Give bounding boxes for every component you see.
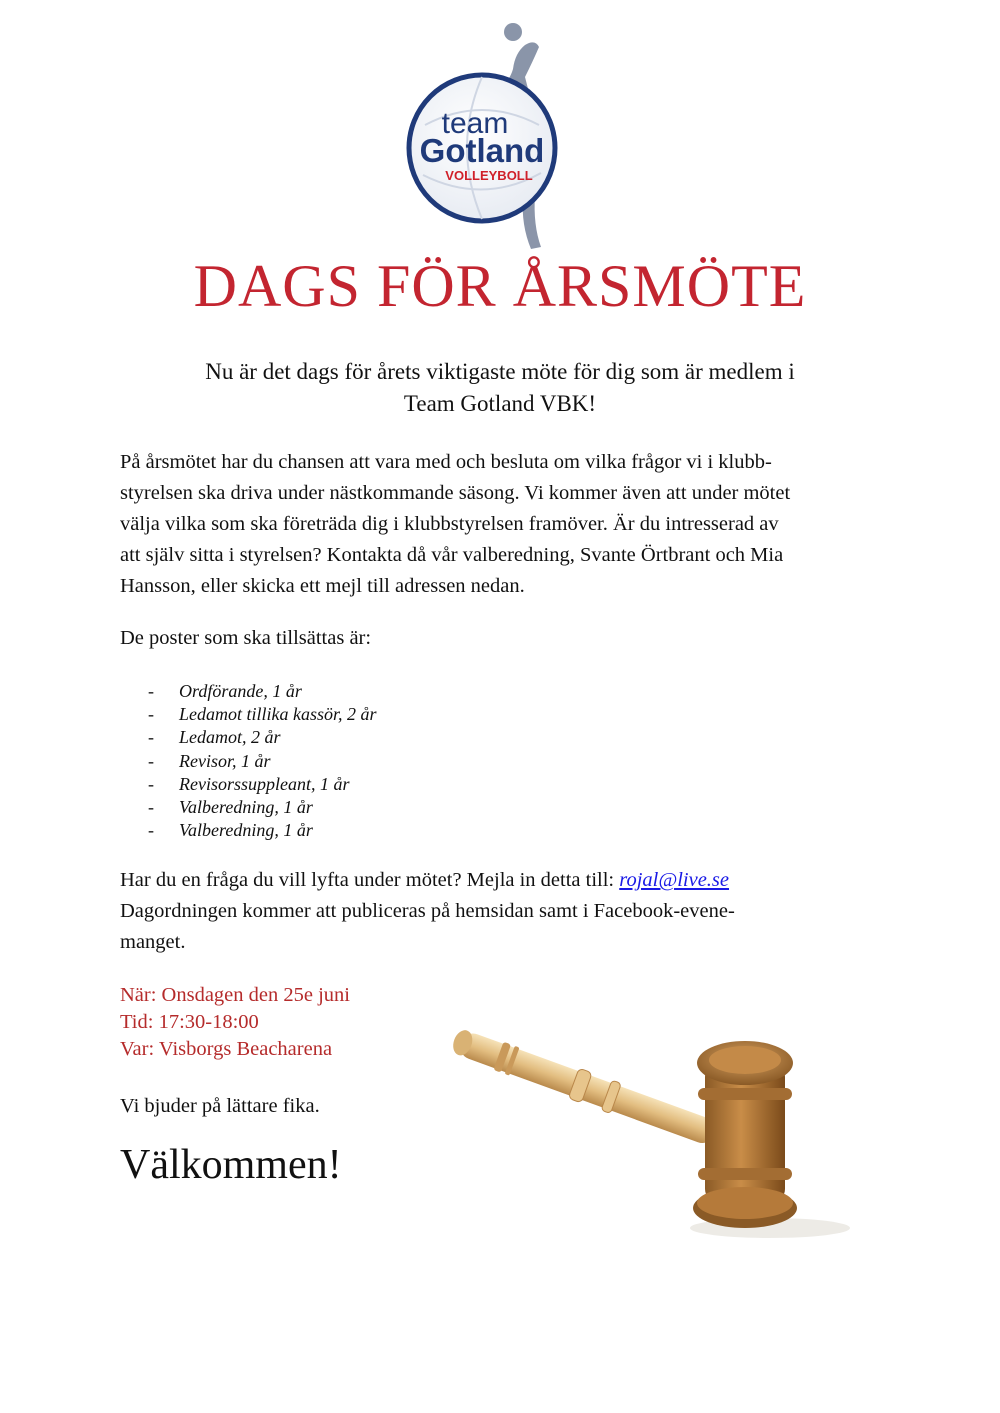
agenda-line-1: Dagordningen kommer att publiceras på hemsidan samt i Facebook-evene-	[120, 900, 735, 922]
posts-heading: De poster som ska tillsättas är:	[120, 627, 372, 649]
post-label: Revisor, 1 år	[179, 750, 271, 771]
list-marker: -	[148, 820, 154, 841]
post-label: Valberedning, 1 år	[179, 820, 313, 841]
list-marker: -	[148, 773, 154, 794]
welcome-heading: Välkommen!	[120, 1142, 342, 1188]
list-item	[148, 819, 377, 842]
list-item	[148, 726, 377, 749]
post-label: Revisorssuppleant, 1 år	[179, 773, 350, 794]
post-label: Valberedning, 1 år	[179, 797, 313, 818]
list-item	[148, 773, 377, 796]
logo-text-gotland: Gotland	[419, 132, 545, 169]
list-item	[148, 750, 377, 773]
email-link[interactable]: rojal@live.se	[619, 869, 730, 891]
list-marker: -	[148, 797, 154, 818]
info-paragraph	[120, 447, 890, 602]
fika-text: Vi bjuder på lättare fika.	[120, 1095, 320, 1117]
list-marker: -	[148, 704, 154, 725]
post-label: Ledamot, 2 år	[179, 727, 281, 748]
info-line-5: Hansson, eller skicka ett mejl till adressen nedan.	[120, 575, 525, 597]
question-text: Har du en fråga du vill lyfta under mötet? Mejla in detta till:	[120, 869, 620, 891]
info-line-4: att själv sitta i styrelsen? Kontakta då vår valberedning, Svante Örtbrant och Mia	[120, 544, 784, 566]
list-item	[148, 680, 377, 703]
list-item	[148, 796, 377, 819]
intro-line-1: Nu är det dags för årets viktigaste möte för dig som är medlem i	[205, 359, 795, 384]
intro-line-2: Team Gotland VBK!	[403, 391, 597, 416]
agenda-line-2: manget.	[120, 931, 186, 953]
event-location: Var: Visborgs Beacharena	[120, 1038, 333, 1060]
gavel-image	[440, 1018, 880, 1248]
info-line-3: välja vilka som ska företräda dig i klubbstyrelsen framöver. Är du intresserad av	[120, 513, 779, 535]
page-title: DAGS FÖR ÅRSMÖTE	[193, 253, 807, 319]
event-time: Tid: 17:30-18:00	[120, 1011, 259, 1033]
logo-text-team: team	[441, 107, 509, 140]
info-line-2: styrelsen ska driva under nästkommande säsong. Vi kommer även att under mötet	[120, 482, 791, 504]
logo-text-volleyboll: VOLLEYBOLL	[445, 168, 533, 183]
list-marker: -	[148, 681, 154, 701]
list-marker: -	[148, 727, 154, 748]
list-marker: -	[148, 750, 154, 771]
info-line-1: På årsmötet har du chansen att vara med och besluta om vilka frågor vi i klubb-	[120, 451, 772, 473]
list-item	[148, 703, 377, 726]
post-label: Ledamot tillika kassör, 2 år	[179, 704, 377, 725]
team-gotland-logo	[405, 15, 605, 250]
posts-list	[148, 680, 377, 842]
event-details	[120, 982, 350, 1063]
intro-text	[120, 356, 880, 420]
question-paragraph	[120, 865, 890, 958]
event-date: När: Onsdagen den 25e juni	[120, 984, 350, 1006]
post-label: Ordförande, 1 år	[179, 681, 302, 701]
